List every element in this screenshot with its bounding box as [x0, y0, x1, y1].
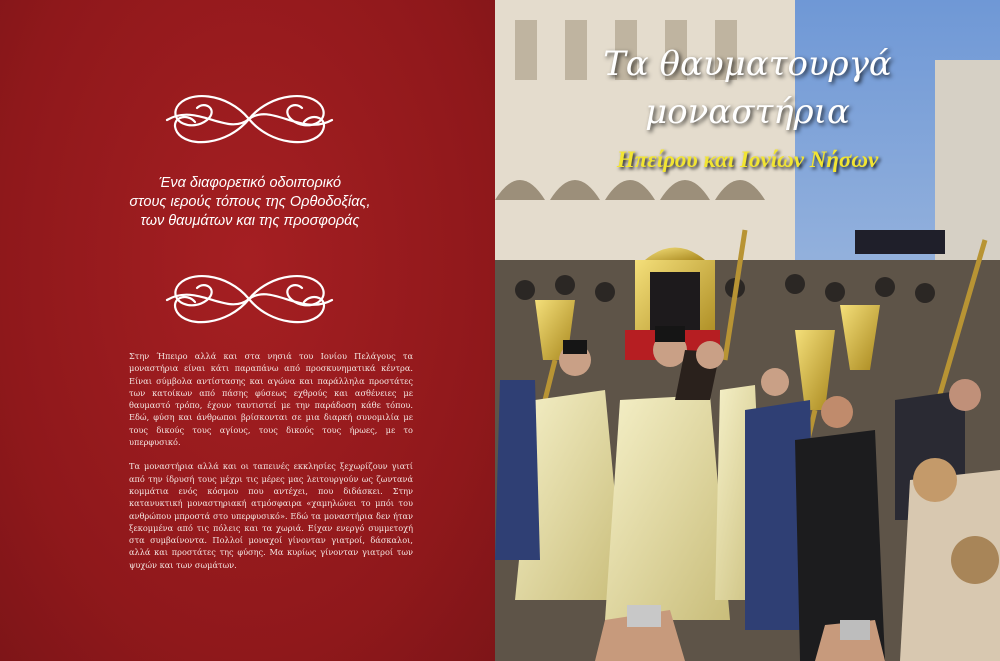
flourish-ornament-icon	[157, 262, 342, 337]
flourish-ornament-icon	[157, 82, 342, 157]
blurb-paragraph-2: Τα μοναστήρια αλλά και οι ταπεινές εκκλησίες ξεχωρίζουν γιατί από την ίδρυσή τους μέχρι τις μέρες μας λειτουργούν ως ζωντανά κομμάτια ενός κόσμου που αντέχει, που διδάσκει. Στην κατανυκτική μοναστηριακή ατμόσφαιρα «χαμηλώνει το μπόι του ανθρώπου μπροστά στο υπερφυσικό». Εδώ τα μοναστήρια δεν ήταν ξεκομμένα από τις πόλεις και τα χωριά. Είχαν ενεργό συμμετοχή στα συμβαίνοντα. Πολλοί μοναχοί γίνονταν γιατροί, δάσκαλοι, αλλά και προστάτες της φύσης. Μα κυρίως γίνονταν γιατροί των ψυχών και των σωμάτων.	[129, 461, 413, 570]
subtitle-line-2: στους ιερούς τόπους της Ορθοδοξίας,	[129, 194, 371, 210]
subtitle-line-3: των θαυμάτων και της προσφοράς	[140, 213, 360, 229]
blurb-text	[129, 350, 413, 583]
cover-subtitle: Ηπείρου και Ιονίων Νήσων	[616, 147, 879, 172]
subtitle	[95, 174, 405, 231]
front-cover	[495, 0, 1000, 661]
back-cover	[0, 0, 495, 661]
cover-title-line-2: μοναστήρια	[645, 92, 850, 132]
subtitle-line-1: Ένα διαφορετικό οδοιπορικό	[158, 175, 342, 191]
cover-title-line-1: Τα θαυματουργά	[603, 44, 892, 84]
blurb-paragraph-1: Στην Ήπειρο αλλά και στα νησιά του Ιονίου Πελάγους τα μοναστήρια είναι κάτι παραπάνω από προσκυνηματικά κέντρα. Είναι σύμβολα αντίστασης και αγώνα και παράλληλα προστάτες των κατοίκων από πάσης φύσεως εχθρούς και ασθένειες με θαυμαστό τρόπο, έχουν ταυτιστεί με την παράδοση κάθε τόπου. Εδώ, φύση και άνθρωποι βρίσκονται σε μια διαρκή συνομιλία με τους δικούς τους αγίους, τους δικούς τους ήρωες, με το υπερφυσικό.	[129, 351, 413, 448]
